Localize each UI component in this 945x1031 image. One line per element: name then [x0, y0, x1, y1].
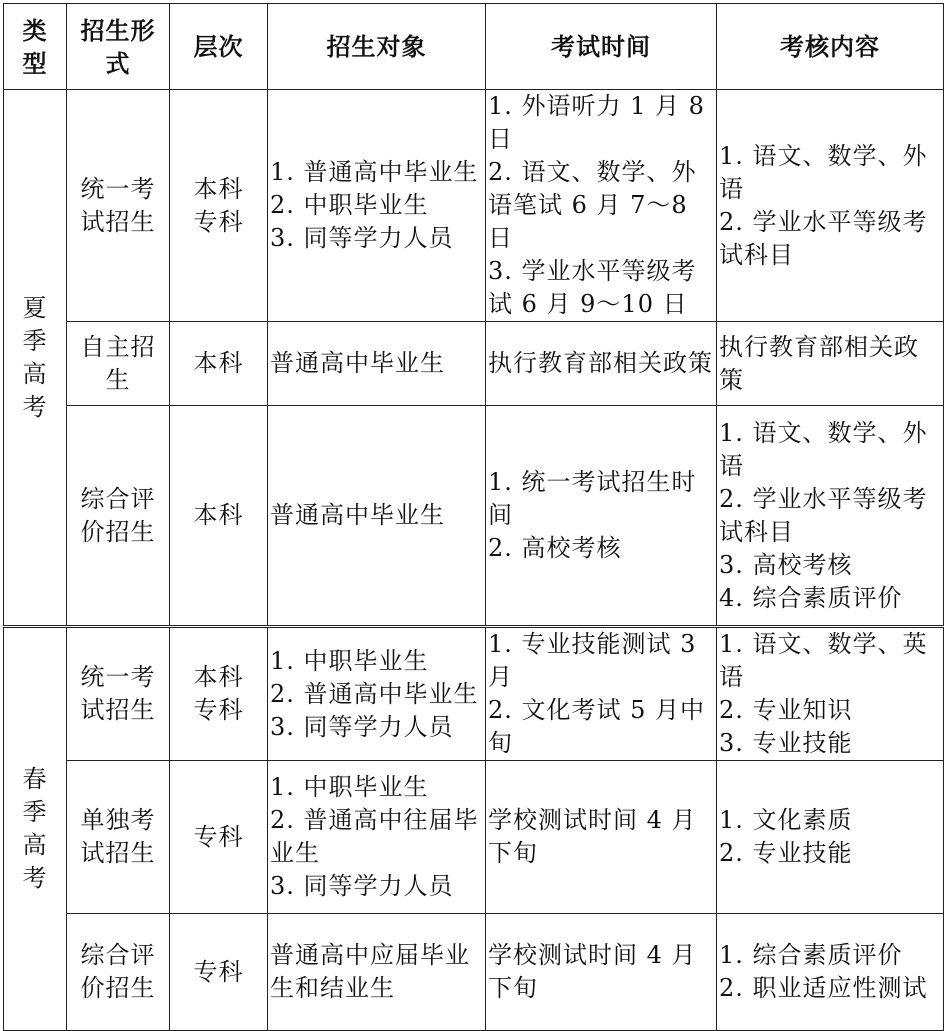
group-type-cell: 夏季高考	[4, 90, 67, 627]
target-line: 普通高中应届毕业生和结业生	[270, 941, 470, 1002]
table-row	[4, 322, 944, 406]
time-line: 2. 文化考试 5 月中旬	[488, 696, 706, 757]
content-cell	[717, 406, 944, 627]
header-form: 招生形式	[67, 4, 170, 90]
level-line: 专科	[193, 957, 244, 986]
table-body	[4, 90, 944, 1031]
content-line: 1. 语文、数学、外语	[719, 141, 928, 203]
content-line: 2. 学业水平等级考试科目	[719, 207, 928, 269]
target-line: 普通高中毕业生	[270, 349, 445, 377]
content-line: 3. 高校考核	[719, 550, 853, 579]
target-line: 2. 普通高中往届毕业生	[270, 806, 479, 867]
form-cell: 统一考试招生	[67, 627, 170, 761]
targets-cell	[268, 90, 486, 322]
content-line: 1. 综合素质评价	[719, 941, 903, 969]
form-cell: 综合评价招生	[67, 914, 170, 1031]
level-line: 专科	[193, 696, 244, 724]
level-line: 专科	[193, 207, 244, 236]
target-line: 普通高中毕业生	[270, 501, 445, 529]
level-cell	[170, 406, 268, 627]
targets-cell	[268, 914, 486, 1031]
content-line: 2. 职业适应性测试	[719, 974, 928, 1002]
content-line: 3. 专业技能	[719, 729, 853, 757]
level-line: 本科	[193, 174, 244, 203]
time-line: 学校测试时间 4 月下旬	[488, 806, 697, 867]
content-line: 2. 专业技能	[719, 839, 853, 867]
content-line: 1. 语文、数学、英语	[719, 630, 928, 691]
content-cell	[717, 322, 944, 406]
level-cell	[170, 914, 268, 1031]
target-line: 2. 普通高中毕业生	[270, 679, 479, 708]
targets-cell	[268, 322, 486, 406]
time-cell	[486, 761, 717, 914]
target-line: 1. 中职毕业生	[270, 773, 429, 801]
level-cell	[170, 322, 268, 406]
time-cell	[486, 406, 717, 627]
level-cell	[170, 90, 268, 322]
table-row	[4, 406, 944, 627]
content-cell	[717, 90, 944, 322]
time-line: 3. 学业水平等级考试 6 月 9～10 日	[488, 257, 697, 318]
header-targets: 招生对象	[268, 4, 486, 90]
header-time: 考试时间	[486, 4, 717, 90]
time-cell	[486, 322, 717, 406]
admissions-table	[3, 3, 944, 1031]
content-cell	[717, 761, 944, 914]
content-line: 执行教育部相关政策	[719, 332, 919, 394]
content-line: 2. 学业水平等级考试科目	[719, 484, 928, 546]
content-line: 4. 综合素质评价	[719, 583, 903, 612]
content-cell	[717, 627, 944, 761]
time-line: 学校测试时间 4 月下旬	[488, 941, 697, 1002]
target-line: 3. 同等学力人员	[270, 872, 454, 900]
target-line: 3. 同等学力人员	[270, 224, 454, 252]
target-line: 3. 同等学力人员	[270, 712, 454, 741]
time-line: 2. 高校考核	[488, 534, 622, 562]
content-cell	[717, 914, 944, 1031]
targets-cell	[268, 761, 486, 914]
content-line: 1. 文化素质	[719, 806, 853, 834]
form-cell: 综合评价招生	[67, 406, 170, 627]
level-line: 本科	[193, 663, 244, 691]
table-row	[4, 761, 944, 914]
table-row	[4, 627, 944, 761]
content-line: 2. 专业知识	[719, 696, 853, 724]
targets-cell	[268, 406, 486, 627]
target-line: 1. 普通高中毕业生	[270, 158, 479, 186]
time-line: 2. 语文、数学、外语笔试 6 月 7～8 日	[488, 158, 697, 252]
level-line: 专科	[193, 822, 244, 851]
level-line: 本科	[193, 349, 244, 377]
time-cell	[486, 914, 717, 1031]
time-cell	[486, 627, 717, 761]
level-cell	[170, 627, 268, 761]
header-level: 层次	[170, 4, 268, 90]
group-type-cell: 春季高考	[4, 627, 67, 1031]
time-line: 1. 统一考试招生时间	[488, 468, 697, 529]
target-line: 2. 中职毕业生	[270, 191, 429, 219]
form-cell: 统一考试招生	[67, 90, 170, 322]
level-line: 本科	[193, 501, 244, 529]
form-cell: 单独考试招生	[67, 761, 170, 914]
time-line: 1. 专业技能测试 3 月	[488, 630, 697, 691]
header-type: 类型	[4, 4, 67, 90]
form-cell: 自主招生	[67, 322, 170, 406]
time-line: 执行教育部相关政策	[488, 349, 713, 377]
target-line: 1. 中职毕业生	[270, 646, 429, 675]
content-line: 1. 语文、数学、外语	[719, 418, 928, 480]
table-row	[4, 90, 944, 322]
time-cell	[486, 90, 717, 322]
targets-cell	[268, 627, 486, 761]
table-row	[4, 914, 944, 1031]
time-line: 1. 外语听力 1 月 8 日	[488, 92, 705, 153]
level-cell	[170, 761, 268, 914]
header-row	[4, 4, 944, 90]
header-content: 考核内容	[717, 4, 944, 90]
